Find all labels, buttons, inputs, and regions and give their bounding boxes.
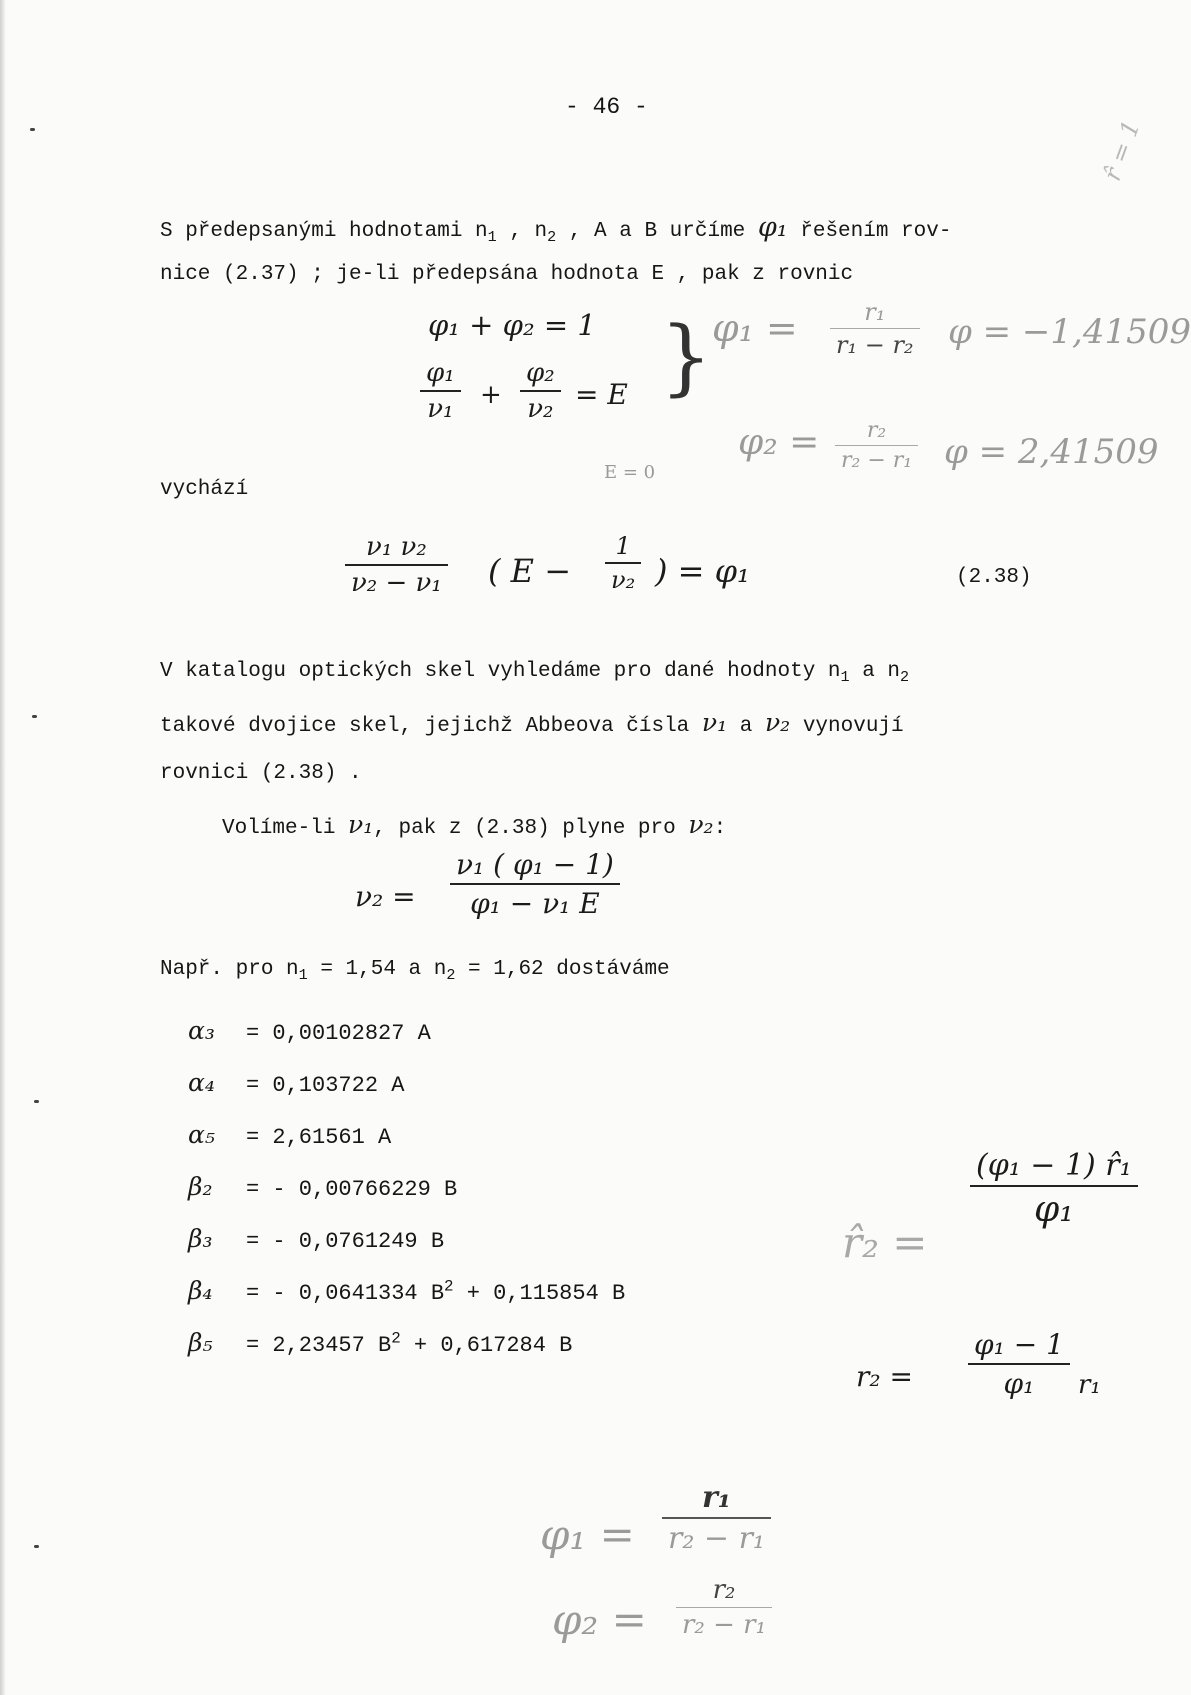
pencil-note: φ₁ = — [712, 306, 798, 350]
page-number: - 46 - — [565, 94, 648, 120]
vychazi-label: vychází — [160, 478, 249, 501]
handwritten-fraction: φ₁ − 1 φ₁ — [968, 1328, 1070, 1400]
pencil-note-corner: r̂ = 1 — [1098, 116, 1146, 185]
coefficient-list — [188, 1006, 625, 1370]
handwritten-note: r₁ — [1078, 1370, 1101, 1400]
eq238-fraction: ν₁ ν₂ ν₂ − ν₁ — [345, 532, 448, 598]
pencil-note: φ₁ = — [540, 1510, 635, 1559]
pencil-note: φ₂ = — [552, 1595, 647, 1644]
right-brace: } — [660, 310, 713, 405]
coefficient-row: β₃ = - 0,0761249 B — [188, 1224, 445, 1254]
pencil-note: φ = 2,41509 — [944, 432, 1159, 472]
paragraph-line: nice (2.37) ; je-li předepsána hodnota E , pak z rovnic — [160, 263, 854, 286]
scan-edge-shadow — [0, 0, 6, 1695]
handwritten-note: r₂ = — [856, 1360, 913, 1393]
coefficient-row: α₄ = 0,103722 A — [188, 1068, 405, 1098]
pencil-fraction: r₂ r₂ − r₁ — [835, 418, 918, 473]
paragraph-line: V katalogu optických skel vyhledáme pro dané hodnoty $n_1$ a $n_2$ — [160, 660, 910, 687]
pencil-note: E = 0 — [604, 462, 656, 483]
scan-speck — [30, 128, 35, 131]
paragraph-line: rovnici (2.38) . — [160, 762, 362, 785]
equation-label: (2.38) — [956, 566, 1032, 589]
pencil-fraction: r₂ r₂ − r₁ — [676, 1575, 772, 1640]
coefficient-row: β₅ = 2,23457 $B^2 + 0,617284$ B — [188, 1328, 573, 1358]
coefficient-row: β₄ = - 0,0641334 $B^2 + 0,115854$ B — [188, 1276, 626, 1306]
nu2-fraction: ν₁ ( φ₁ − 1) φ₁ − ν₁ E — [450, 848, 620, 920]
handwritten-symbol: φ₁ — [757, 212, 788, 243]
pencil-note: φ = −1,41509 — [948, 312, 1191, 352]
fraction: φ₁ ν₁ — [420, 358, 461, 424]
paragraph-line: Např. pro $n_1 = 1,54$ a $n_2 = 1,62$ dostáváme — [160, 958, 670, 985]
fraction: φ₂ ν₂ — [520, 358, 561, 424]
pencil-fraction: r₁ r₂ − r₁ — [662, 1480, 771, 1556]
paragraph-line: Volíme-li ν₁, pak z (2.38) plyne pro ν₂: — [222, 810, 727, 840]
coefficient-row: β₂ = - 0,00766229 B — [188, 1172, 458, 1202]
eq238-inner-fraction: 1 ν₂ — [605, 532, 641, 594]
coefficient-row: α₃ = 0,00102827 A — [188, 1016, 431, 1046]
scan-speck — [34, 1100, 39, 1103]
handwritten-fraction: (φ₁ − 1) r̂₁ φ₁ — [970, 1148, 1138, 1230]
paragraph-line: S předepsanými hodnotami $n_1$ , $n_2$ , A a B určíme φ₁ řešením rov- — [160, 212, 952, 247]
pencil-note: φ₂ = — [738, 422, 820, 463]
equation-system-line: φ₁ + φ₂ = 1 — [428, 308, 596, 342]
scan-speck — [34, 1545, 39, 1548]
pencil-fraction: r₁ r₁ − r₂ — [830, 298, 920, 359]
pencil-note: r̂₂ = — [842, 1218, 928, 1267]
coefficient-row: α₅ = 2,61561 A — [188, 1120, 392, 1150]
scan-speck — [32, 715, 37, 718]
paragraph-line: takové dvojice skel, jejichž Abbeova čísla ν₁ a ν₂ vynovují — [160, 708, 904, 738]
